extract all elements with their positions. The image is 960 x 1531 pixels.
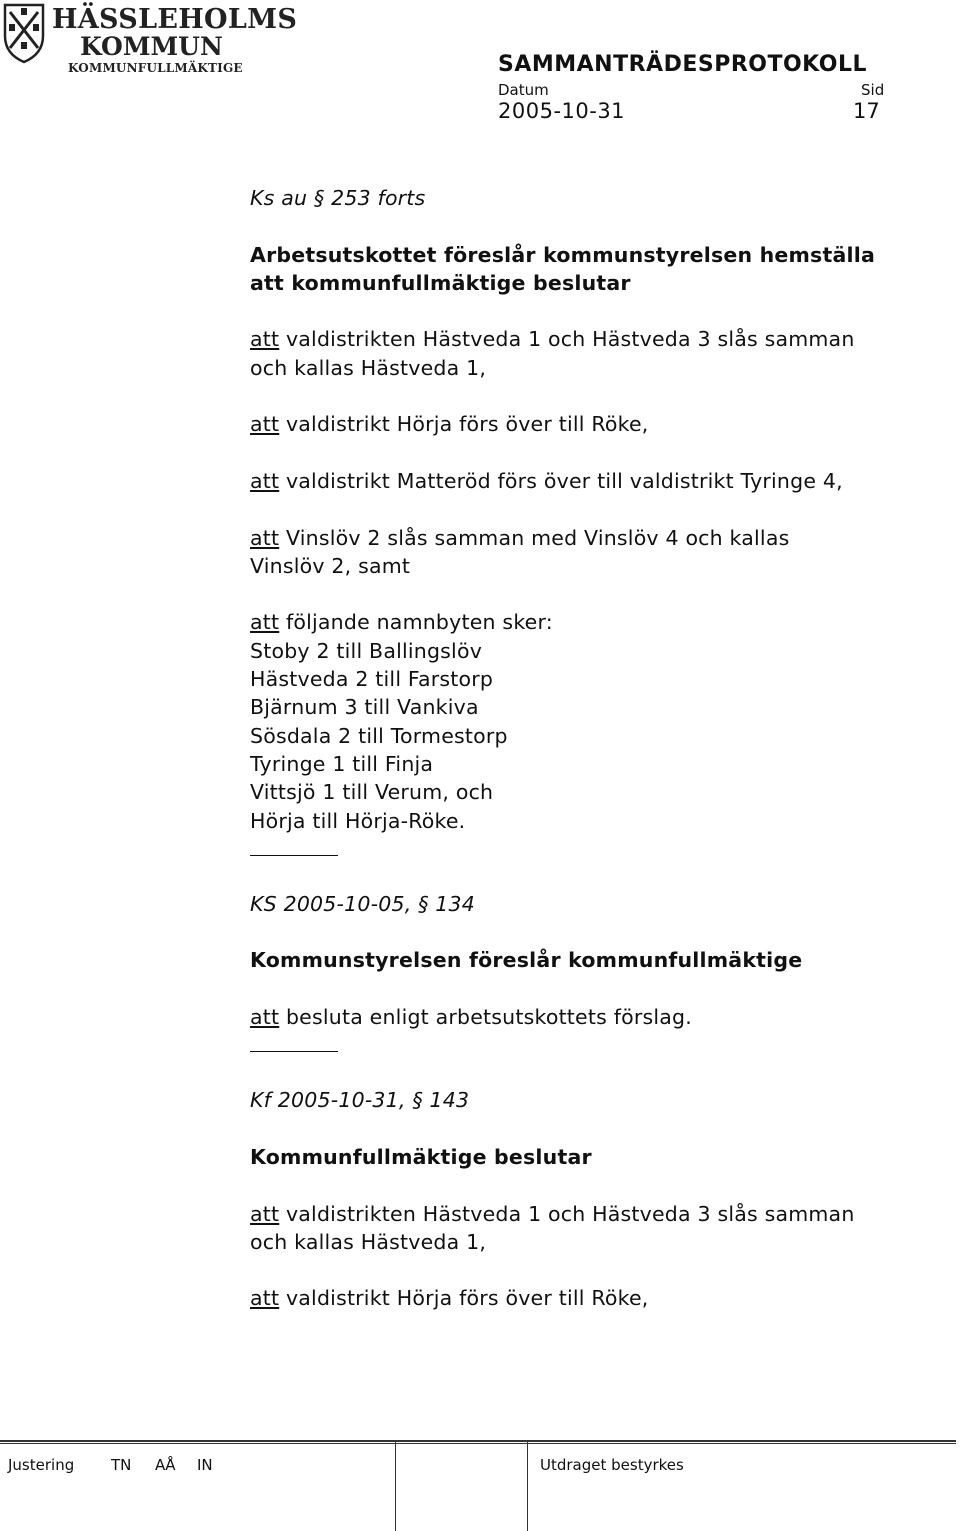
decision-item-renames xyxy=(250,608,950,834)
item-text: och kallas Hästveda 1, xyxy=(250,355,487,380)
item-text: följande namnbyten sker: xyxy=(279,610,553,635)
document-title: SAMMANTRÄDESPROTOKOLL xyxy=(498,52,867,77)
att-keyword: att xyxy=(250,468,280,493)
rename-line: Tyringe 1 till Finja xyxy=(250,751,434,776)
att-keyword: att xyxy=(250,1201,280,1226)
decision-item xyxy=(250,325,950,382)
initial-tn: TN xyxy=(111,1456,132,1474)
heading-line: Arbetsutskottet föreslår kommunstyrelsen hemställa xyxy=(250,242,875,267)
reference-ks: KS 2005-10-05, § 134 xyxy=(250,891,476,916)
rename-line: Vittsjö 1 till Verum, och xyxy=(250,780,494,805)
decision-item xyxy=(250,1200,950,1257)
meeting-date: 2005-10-31 xyxy=(498,99,626,123)
rename-line: Bjärnum 3 till Vankiva xyxy=(250,695,479,720)
logo-line-3: KOMMUNFULLMÄKTIGE xyxy=(68,61,243,75)
footer-rule xyxy=(0,1440,956,1442)
protocol-body xyxy=(250,184,950,1341)
logo-text xyxy=(52,6,297,76)
utdrag-label: Utdraget bestyrkes xyxy=(540,1456,684,1474)
date-label: Datum xyxy=(498,81,549,99)
decision-item xyxy=(250,410,950,438)
page-number: 17 xyxy=(853,99,880,123)
page-label: Sid xyxy=(861,81,885,99)
justering-label: Justering xyxy=(8,1456,75,1474)
reference-ks-au: Ks au § 253 forts xyxy=(250,186,426,210)
initial-in: IN xyxy=(197,1456,213,1474)
rename-line: Sösdala 2 till Tormestorp xyxy=(250,723,508,748)
att-keyword: att xyxy=(250,412,280,437)
item-text: valdistrikten Hästveda 1 och Hästveda 3 slås samman xyxy=(279,327,855,352)
municipality-logo xyxy=(0,0,298,82)
item-text: valdistrikt Hörja förs över till Röke, xyxy=(279,412,649,437)
proposal-heading-2: Kommunstyrelsen föreslår kommunfullmäktige xyxy=(250,948,803,973)
logo-line-2: KOMMUN xyxy=(80,32,223,61)
heading-line: att kommunfullmäktige beslutar xyxy=(250,270,631,295)
footer-divider xyxy=(395,1441,396,1531)
proposal-heading-1 xyxy=(250,241,950,298)
item-text: valdistrikten Hästveda 1 och Hästveda 3 slås samman xyxy=(279,1201,855,1226)
att-keyword: att xyxy=(250,525,280,550)
item-text: Vinslöv 2 slås samman med Vinslöv 4 och kallas xyxy=(279,525,790,550)
att-keyword: att xyxy=(250,610,280,635)
att-keyword: att xyxy=(250,1005,280,1030)
decision-item xyxy=(250,1003,950,1031)
logo-line-1: HÄSSLEHOLMS xyxy=(52,4,298,35)
initial-aa: AÅ xyxy=(155,1456,176,1474)
section-separator xyxy=(250,1051,338,1052)
decision-item xyxy=(250,524,950,581)
att-keyword: att xyxy=(250,327,280,352)
decision-heading: Kommunfullmäktige beslutar xyxy=(250,1144,592,1169)
footer-divider xyxy=(527,1441,528,1531)
item-text: Vinslöv 2, samt xyxy=(250,553,411,578)
item-text: valdistrikt Matteröd förs över till valdistrikt Tyringe 4, xyxy=(279,468,843,493)
decision-item xyxy=(250,467,950,495)
rename-line: Hästveda 2 till Farstorp xyxy=(250,667,494,692)
item-text: besluta enligt arbetsutskottets förslag. xyxy=(279,1005,692,1030)
rename-line: Stoby 2 till Ballingslöv xyxy=(250,638,483,663)
decision-item xyxy=(250,1284,950,1312)
rename-line: Hörja till Hörja-Röke. xyxy=(250,808,466,833)
item-text: och kallas Hästveda 1, xyxy=(250,1229,487,1254)
section-separator xyxy=(250,855,338,856)
reference-kf: Kf 2005-10-31, § 143 xyxy=(250,1088,470,1113)
att-keyword: att xyxy=(250,1286,280,1311)
item-text: valdistrikt Hörja förs över till Röke, xyxy=(279,1286,649,1311)
coat-of-arms-icon xyxy=(2,2,46,64)
footer-rule-thin xyxy=(0,1443,956,1444)
